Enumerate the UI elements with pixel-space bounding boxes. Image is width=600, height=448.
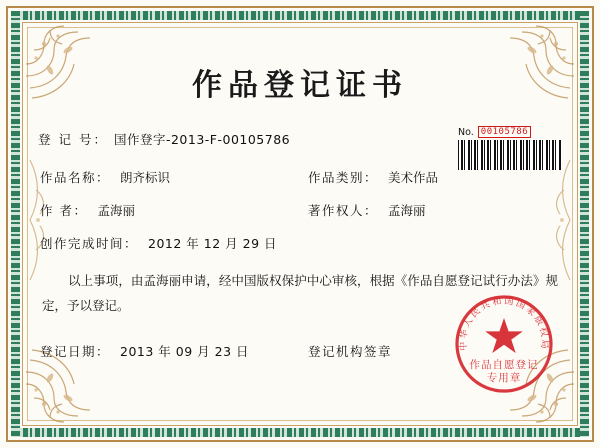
field-label: 作 者： [40, 203, 88, 218]
border-greek-bottom [11, 428, 589, 437]
field-registration-date [40, 342, 308, 360]
table-row [40, 234, 560, 252]
field-label: 登记机构签章 [308, 344, 393, 359]
registration-number-value: 国作登字-2013-F-00105786 [113, 132, 291, 147]
statement-text: 以上事项，由孟海丽申请，经中国版权保护中心审核，根据《作品自愿登记试行办法》规定，予以登记。 [42, 273, 558, 313]
svg-text:中华人民共和国国家版权局: 中华人民共和国国家版权局 [457, 295, 551, 352]
field-value: 2012 年 12 月 29 日 [148, 236, 278, 251]
official-seal-stamp [452, 292, 556, 396]
field-label: 创作完成时间： [40, 236, 139, 251]
fields-table [34, 168, 566, 252]
field-work-title [40, 168, 308, 186]
barcode-number-row [458, 126, 562, 138]
registration-number-label: 登 记 号： [38, 132, 108, 147]
border-greek-right [580, 11, 589, 437]
barcode-icon [458, 140, 562, 170]
border-greek-left [11, 11, 20, 437]
field-value: 美术作品 [388, 170, 439, 185]
table-row [40, 201, 560, 219]
border-greek-top [11, 11, 589, 20]
field-value: 孟海丽 [97, 203, 135, 218]
field-author [40, 201, 308, 219]
signature-area [308, 342, 392, 360]
field-label: 作品类别： [308, 170, 379, 185]
field-value: 孟海丽 [388, 203, 426, 218]
barcode-no-value: 00105786 [478, 126, 531, 138]
field-value: 朗齐标识 [120, 170, 171, 185]
field-label: 作品名称： [40, 170, 111, 185]
table-row [40, 168, 560, 186]
barcode-no-label: No. [458, 126, 474, 138]
seal-line-2: 专用章 [486, 372, 522, 384]
field-label: 著作权人： [308, 203, 379, 218]
barcode-block [458, 126, 562, 170]
field-work-category [308, 168, 438, 186]
seal-line-1: 作品自愿登记 [469, 359, 539, 371]
field-label: 登记日期： [40, 344, 111, 359]
field-creation-date [40, 234, 308, 252]
field-value: 2013 年 09 月 23 日 [120, 344, 250, 359]
page-title: 作品登记证书 [192, 68, 408, 103]
field-copyright-owner [308, 201, 426, 219]
